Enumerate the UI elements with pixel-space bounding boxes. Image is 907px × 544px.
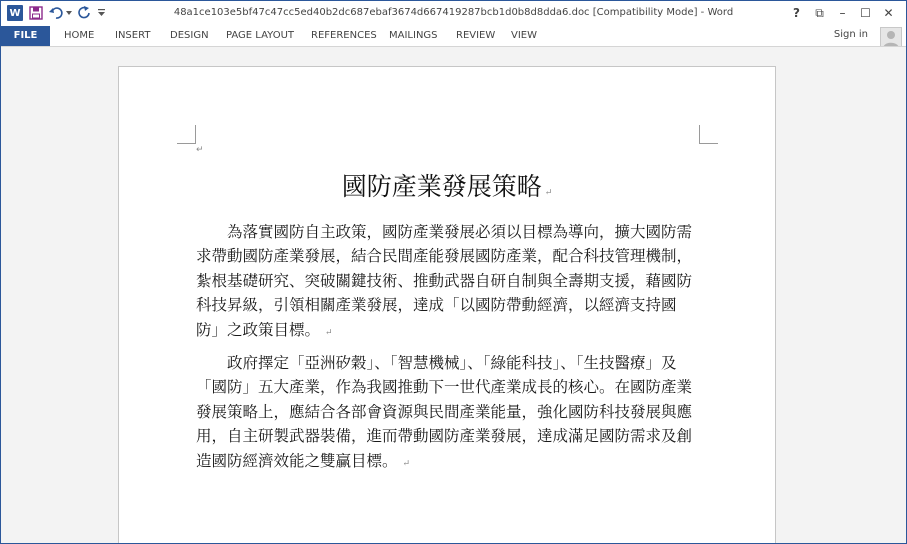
crop-mark-top-left <box>177 125 196 144</box>
paragraph-2-text: 政府擇定「亞洲矽穀」、「智慧機械」、「綠能科技」、「生技醫療」及「國防」五大產業，作為我國推動下一世代產業成長的核心。在國防產業發展策略上，應結合各部會資源與民間產業能量，強化國防科技發展與應用，自主研製武器裝備，進而帶動國防產業發展，達成滿足國防需求及創造國防經濟效能之雙贏目標。 <box>196 354 693 470</box>
window-title: 48a1ce103e5bf47c47cc5ed40b2dc687ebaf3674d667419287bcb1d0b8d8dda6.doc [Compatibility Mode] - Word <box>173 7 734 18</box>
paragraph-1-text: 為落實國防自主政策，國防產業發展必須以目標為導向，擴大國防需求帶動國防產業發展，結合民間產能發展國防產業，配合科技管理機制，紮根基礎研究、突破關鍵技術、推動武器自研自制與全壽期支援，藉國防科技昇級，引領相關產業發展，達成「以國防帶動經濟，以經濟支持國防」之政策目標。 <box>196 223 693 339</box>
user-icon <box>881 28 901 48</box>
close-button[interactable]: ✕ <box>883 6 894 20</box>
word-logo-icon: W <box>7 5 23 21</box>
crop-mark-top-right <box>699 125 718 144</box>
document-title-text: 國防產業發展策略 <box>341 172 542 201</box>
help-button[interactable]: ? <box>793 6 800 20</box>
tab-review[interactable]: REVIEW <box>456 30 496 41</box>
tab-page-layout[interactable]: PAGE LAYOUT <box>226 30 295 41</box>
ribbon-display-options-button[interactable]: ⧉ <box>815 5 824 20</box>
minimize-button[interactable]: – <box>839 6 846 20</box>
ribbon-tabs <box>1 26 906 46</box>
empty-paragraph-mark: ↵ <box>196 145 204 155</box>
title-paragraph-mark: ↵ <box>544 188 553 198</box>
paragraph-1-mark: ↵ <box>325 327 333 338</box>
window-controls <box>785 3 900 23</box>
document-title[interactable] <box>119 171 775 209</box>
tab-file[interactable]: FILE <box>1 26 50 46</box>
paragraph-2-mark: ↵ <box>402 458 411 469</box>
body-paragraph-2[interactable] <box>196 351 696 476</box>
sign-in-link[interactable]: Sign in <box>833 29 868 40</box>
tab-references[interactable]: REFERENCES <box>311 30 377 41</box>
title-bar <box>1 1 906 26</box>
tab-home[interactable]: HOME <box>64 30 95 41</box>
tab-view[interactable]: VIEW <box>511 30 537 41</box>
document-area[interactable] <box>1 46 906 544</box>
tab-mailings[interactable]: MAILINGS <box>389 30 438 41</box>
body-paragraph-1[interactable] <box>196 220 696 345</box>
document-page[interactable] <box>118 66 776 544</box>
tab-design[interactable]: DESIGN <box>170 30 209 41</box>
maximize-button[interactable]: ☐ <box>860 6 871 20</box>
tab-insert[interactable]: INSERT <box>115 30 151 41</box>
